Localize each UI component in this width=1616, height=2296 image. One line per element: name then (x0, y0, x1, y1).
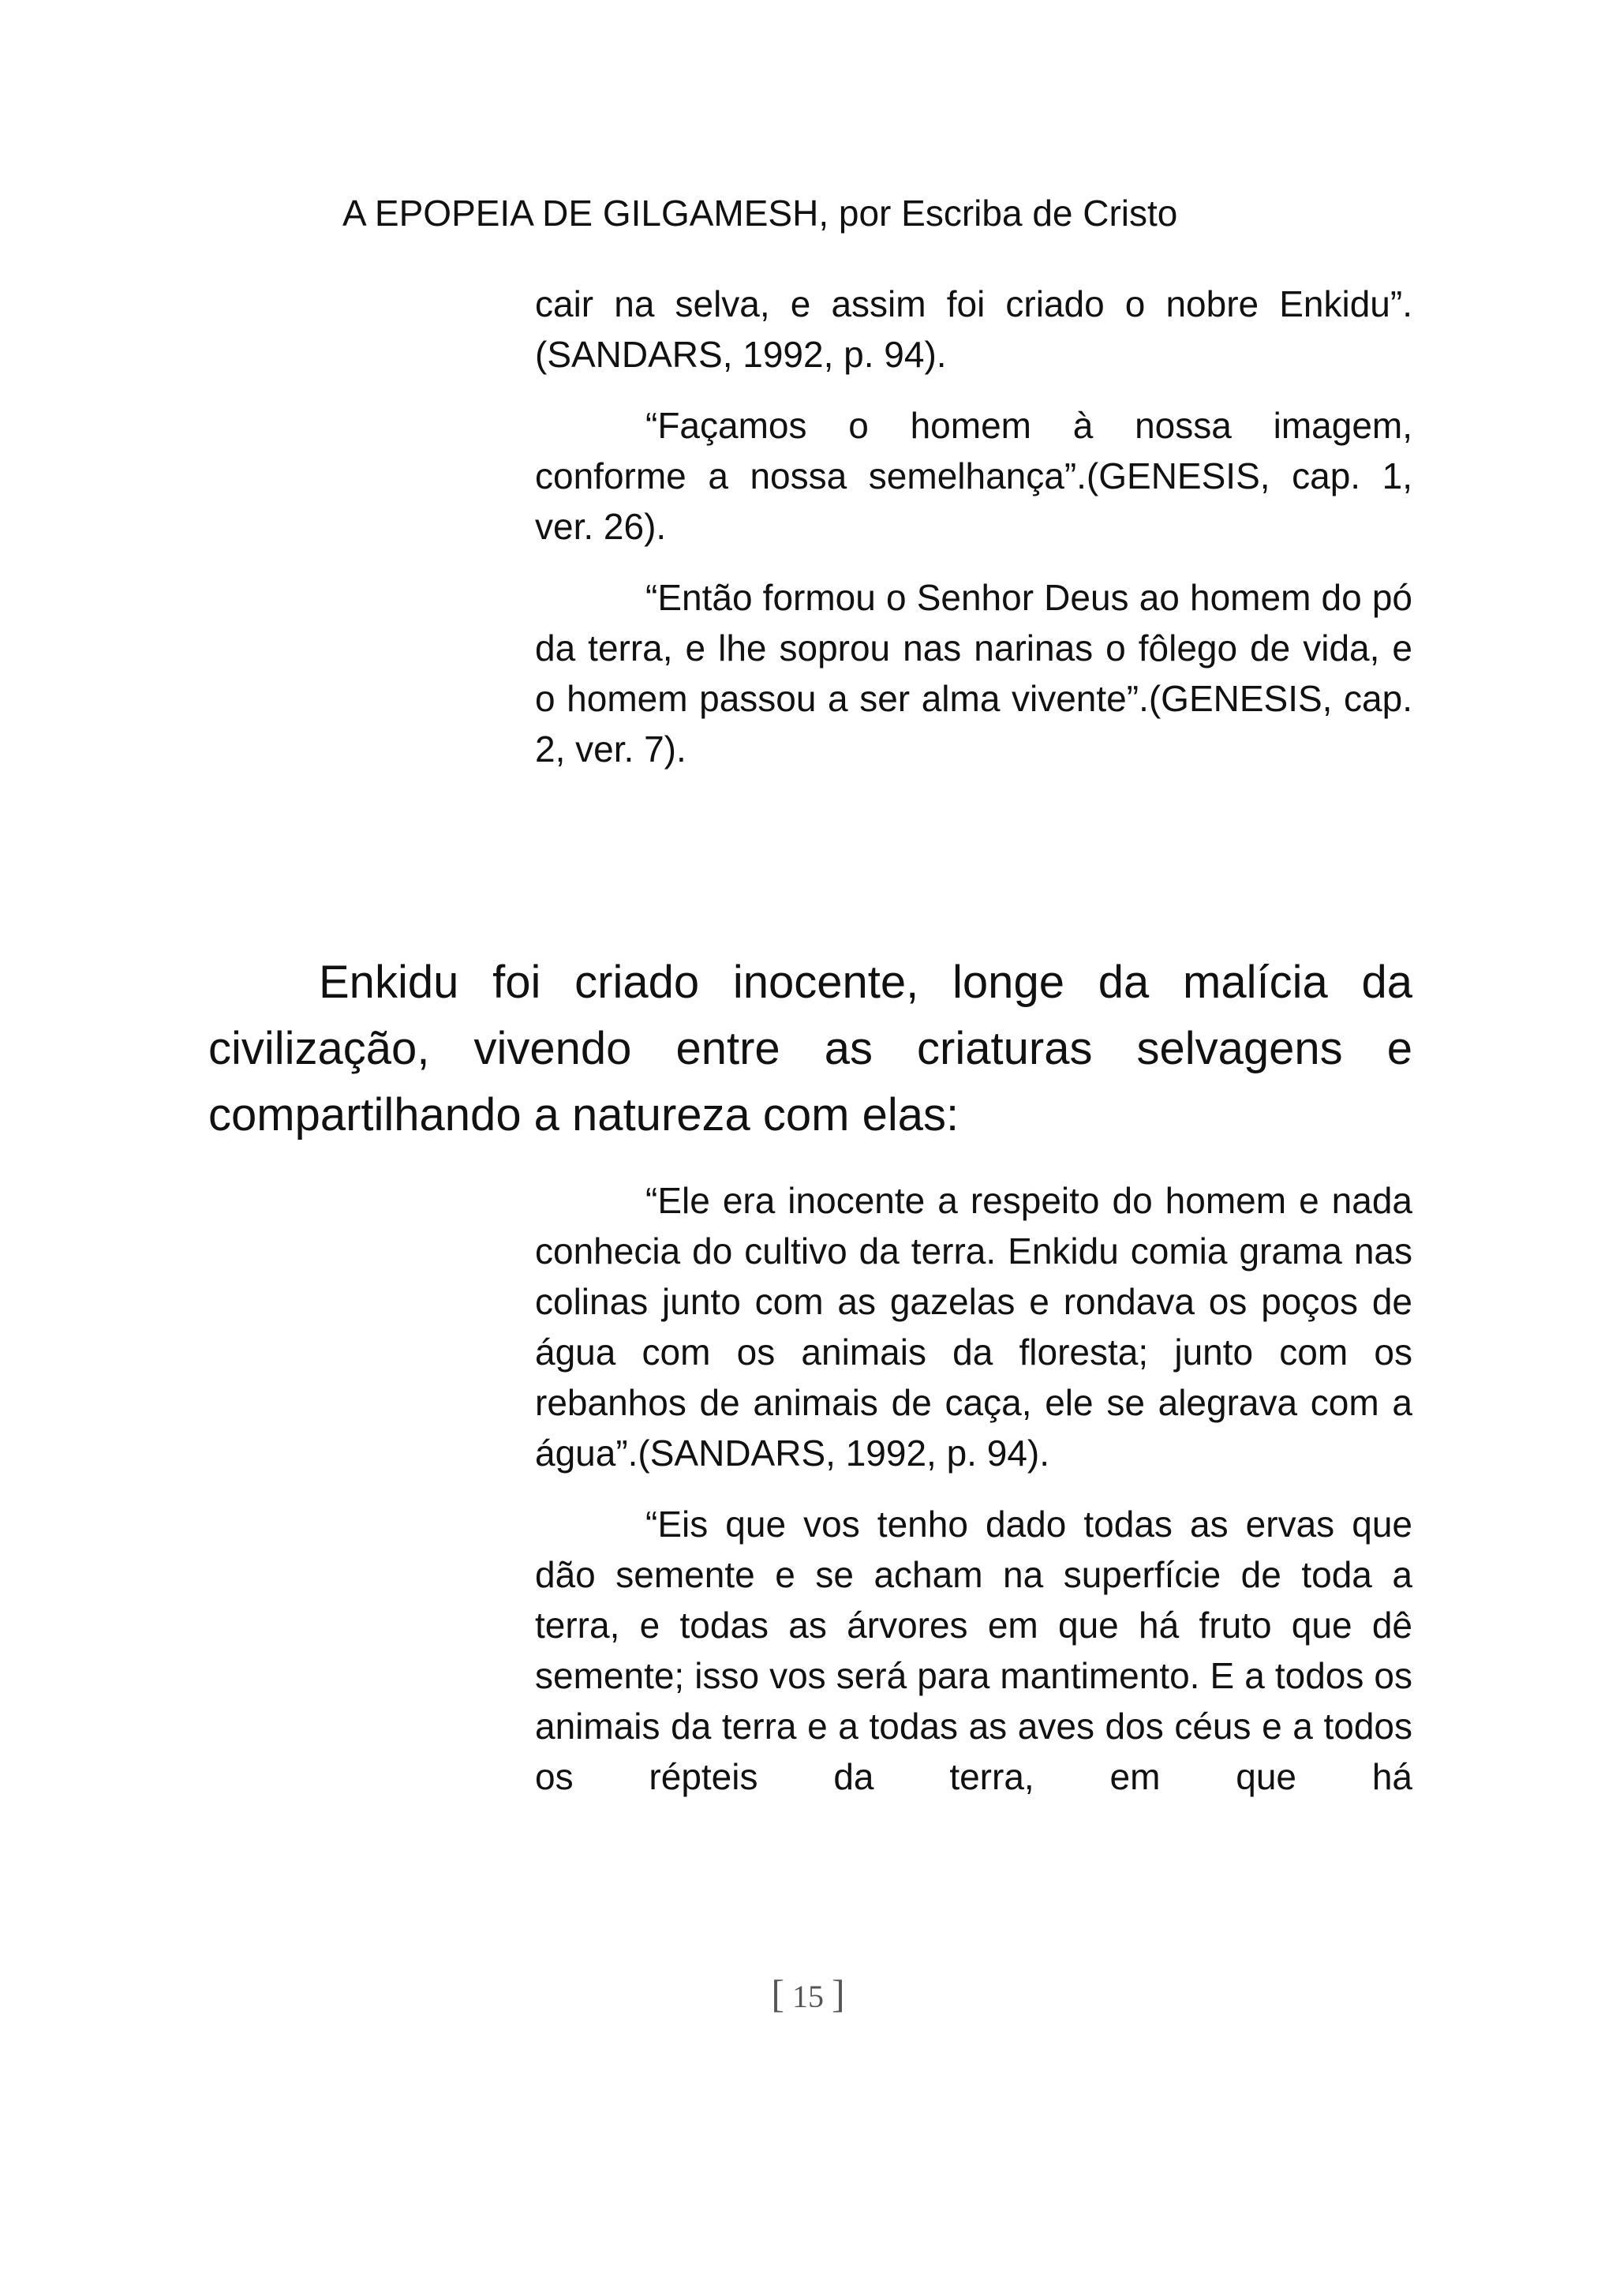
quote-genesis-1-26: “Façamos o homem à nossa imagem, conforme a nossa semelhança”.(GENESIS, cap. 1, ver. 26). (535, 405, 1412, 547)
quote-continuation: cair na selva, e assim foi criado o nobre Enkidu”.(SANDARS, 1992, p. 94). (535, 283, 1412, 375)
quote-genesis-2-7: “Então formou o Senhor Deus ao homem do pó da terra, e lhe soprou nas narinas o fôlego de vida, e o homem passou a ser alma vivente”.(GENESIS, cap. 2, ver. 7). (535, 577, 1412, 770)
block-quote-top (535, 279, 1412, 795)
page-number-open-bracket: [ (771, 1972, 784, 2016)
quote-sandars-enkidu: “Ele era inocente a respeito do homem e nada conhecia do cultivo da terra. Enkidu comia grama nas colinas junto com as gazelas e rondava os poços de água com os animais da floresta; junto com os rebanhos de animais de caça, ele se alegrava com a água”.(SANDARS, 1992, p. 94). (535, 1180, 1412, 1474)
page-number-value: 15 (792, 1979, 824, 2014)
page-number (0, 1972, 1616, 2019)
running-header: A EPOPEIA DE GILGAMESH, por Escriba de Cristo (342, 193, 1178, 234)
page-number-close-bracket: ] (832, 1972, 845, 2016)
block-quote-bottom (535, 1175, 1412, 1822)
quote-genesis-1-29: “Eis que vos tenho dado todas as ervas que dão semente e se acham na superfície de toda a terra, e todas as árvores em que há fruto que dê semente; isso vos será para mantimento. E a todos os animais da terra e a todas as aves dos céus e a todos os répteis da terra, em que há (535, 1504, 1412, 1797)
body-paragraph: Enkidu foi criado inocente, longe da malícia da civilização, vivendo entre as criaturas selvagens e compartilhando a natureza com elas: (208, 957, 1412, 1141)
